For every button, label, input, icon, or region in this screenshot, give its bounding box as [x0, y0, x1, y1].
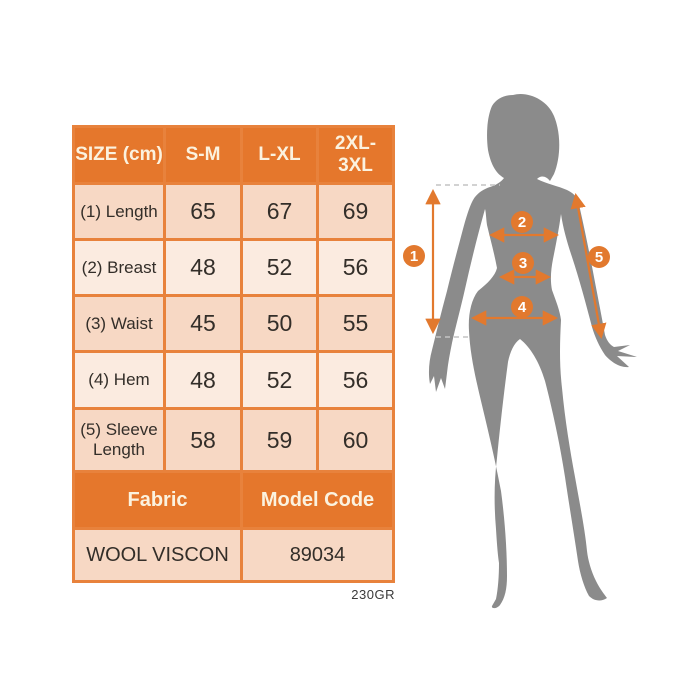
model-code-value: 89034 [243, 530, 392, 580]
footer-header-fabric: Fabric [75, 473, 240, 527]
value-waist-sm: 45 [166, 297, 240, 350]
svg-text:4: 4 [517, 299, 527, 316]
footer-header-model-code: Model Code [243, 473, 392, 527]
marker-3 [512, 252, 534, 274]
value-waist-lxl: 50 [243, 297, 316, 350]
row-label-hem: (4) Hem [75, 353, 163, 407]
value-hem-2xl3xl: 56 [319, 353, 392, 407]
row-label-waist: (3) Waist [75, 297, 163, 350]
marker-1 [403, 245, 425, 267]
svg-text:3: 3 [518, 255, 528, 272]
value-breast-sm: 48 [166, 241, 240, 294]
value-length-2xl3xl: 69 [319, 185, 392, 238]
fabric-value: WOOL VISCON [75, 530, 240, 580]
marker-2 [511, 211, 533, 233]
value-breast-lxl: 52 [243, 241, 316, 294]
value-sleeve-lxl: 59 [243, 410, 316, 470]
value-sleeve-sm: 58 [166, 410, 240, 470]
svg-text:1: 1 [409, 248, 419, 265]
value-hem-lxl: 52 [243, 353, 316, 407]
svg-text:5: 5 [594, 249, 604, 266]
column-header-size: SIZE (cm) [75, 128, 163, 182]
marker-5 [588, 246, 610, 268]
weight-note: 230GR [351, 587, 395, 602]
body-silhouette-figure [429, 94, 637, 608]
svg-text:2: 2 [517, 214, 527, 231]
value-breast-2xl3xl: 56 [319, 241, 392, 294]
value-waist-2xl3xl: 55 [319, 297, 392, 350]
value-length-sm: 65 [166, 185, 240, 238]
column-header-2xl3xl: 2XL-3XL [319, 128, 392, 182]
value-length-lxl: 67 [243, 185, 316, 238]
value-hem-sm: 48 [166, 353, 240, 407]
column-header-sm: S-M [166, 128, 240, 182]
measurement-diagram [400, 80, 700, 640]
row-label-sleeve-length: (5) Sleeve Length [75, 410, 163, 470]
marker-4 [511, 296, 533, 318]
size-table [72, 125, 395, 583]
row-label-breast: (2) Breast [75, 241, 163, 294]
value-sleeve-2xl3xl: 60 [319, 410, 392, 470]
column-header-lxl: L-XL [243, 128, 316, 182]
row-label-length: (1) Length [75, 185, 163, 238]
